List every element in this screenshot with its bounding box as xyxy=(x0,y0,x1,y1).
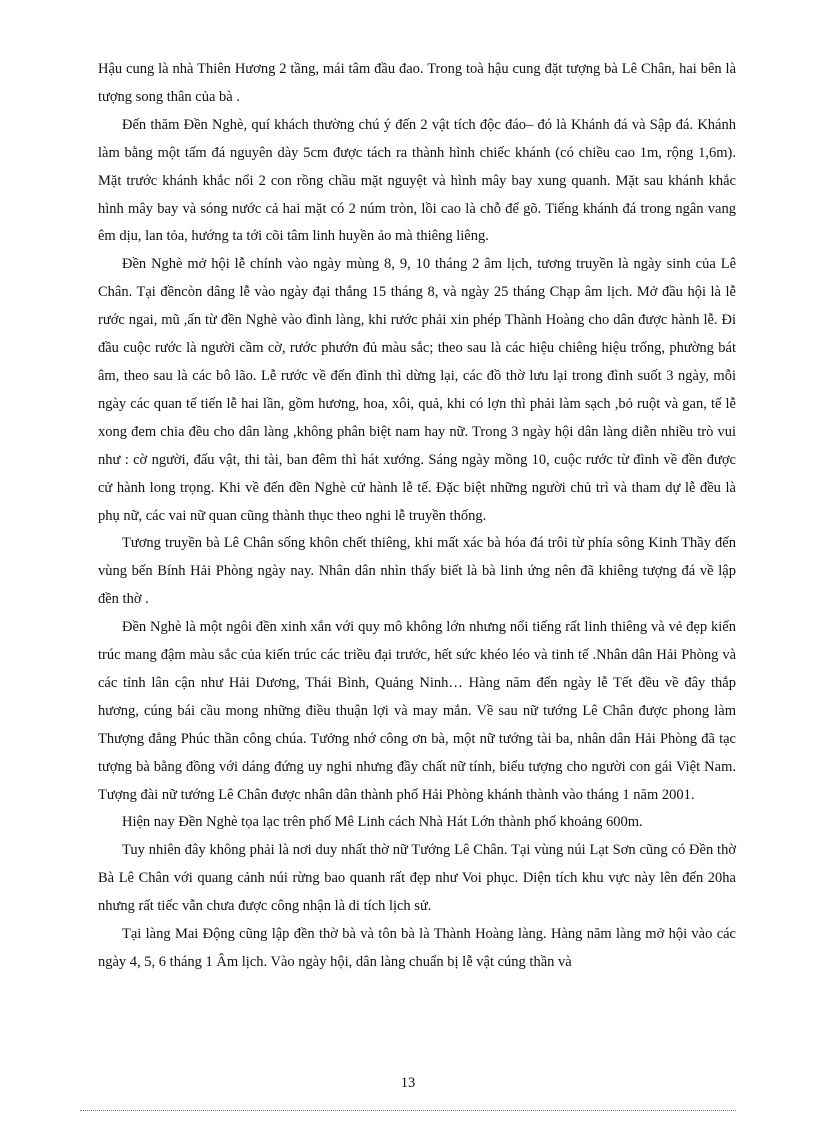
paragraph-lat-son: Tuy nhiên đây không phải là nơi duy nhất thờ nữ Tướng Lê Chân. Tại vùng núi Lạt Sơn cũng có Đền thờ Bà Lê Chân với quang cảnh núi rừng bao quanh rất đẹp như Voi phục. Diện tích khu vực này lên đến 20ha nhưng rất tiếc vẫn chưa được công nhận là di tích lịch sử. xyxy=(98,842,736,915)
paragraph-kien-truc: Đền Nghè là một ngôi đền xinh xắn với quy mô không lớn nhưng nổi tiếng rất linh thiêng và vẻ đẹp kiến trúc mang đậm màu sắc của kiến trúc các triều đại trước, hết sức khéo léo và tinh tế .Nhân dân Hải Phòng và các tỉnh lân cận như Hải Dương, Thái Bình, Quảng Ninh… Hàng năm đến ngày lễ Tết đều về đây thắp hương, cúng bái cầu mong những điều thuận lợi và may mắn. Về sau nữ tướng Lê Chân được phong làm Thượng đẳng Phúc thần công chúa. Tưởng nhớ công ơn bà, một nữ tướng tài ba, nhân dân Hải Phòng đã tạc tượng bà bằng đồng với dáng đứng uy nghi nhưng đầy chất nữ tính, biểu tượng cho người con gái Việt Nam. Tượng đài nữ tướng Lê Chân được nhân dân thành phố Hải Phòng khánh thành vào tháng 1 năm 2001. xyxy=(98,619,736,803)
paragraph-tuong-truyen: Tương truyền bà Lê Chân sống khôn chết thiêng, khi mất xác bà hóa đá trôi từ phía sông Kinh Thầy đến vùng bến Bính Hải Phòng ngày nay. Nhân dân nhìn thấy biết là bà linh ứng nên đã khiêng tượng đá về lập đền thờ . xyxy=(98,535,736,608)
paragraph-mai-dong: Tại làng Mai Động cũng lập đền thờ bà và tôn bà là Thành Hoàng làng. Hàng năm làng mở hội vào các ngày 4, 5, 6 tháng 1 Âm lịch. Vào ngày hội, dân làng chuẩn bị lễ vật cúng thần và xyxy=(98,926,736,970)
paragraph-le-hoi: Đền Nghè mở hội lễ chính vào ngày mùng 8, 9, 10 tháng 2 âm lịch, tương truyền là ngày sinh của Lê Chân. Tại đềncòn dâng lễ vào ngày đại thắng 15 tháng 8, và ngày 25 tháng Chạp âm lịch. Mở đầu hội là lễ rước ngai, mũ ,ấn từ đền Nghè vào đình làng, khi rước phải xin phép Thành Hoàng cho dân được hành lễ. Đi đầu cuộc rước là người cầm cờ, rước phướn đủ màu sắc; theo sau là các hiệu chiêng hiệu trống, phường bát âm, theo sau là các bô lão. Lễ rước về đến đình thì dừng lại, các đồ thờ lưu lại trong đình suốt 3 ngày, mỗi ngày các quan tế tiến lễ hai lần, gồm hương, hoa, xôi, quả, khi có lợn thì phải làm sạch ,bỏ ruột và gan, tế lễ xong đem chia đều cho dân làng ,không phân biệt nam hay nữ. Trong 3 ngày hội dân làng diễn nhiều trò vui như : cờ người, đấu vật, thi tài, ban đêm thì hát xướng. Sáng ngày mồng 10, cuộc rước từ đình về đền được cử hành long trọng. Khi về đến đền Nghè cử hành lễ tế. Đặc biệt những người chủ trì và tham dự lễ đều là phụ nữ, các vai nữ quan cũng thành thục theo nghi lễ truyền thống. xyxy=(98,256,736,524)
paragraph-dia-chi: Hiện nay Đền Nghè tọa lạc trên phố Mê Linh cách Nhà Hát Lớn thành phố khoảng 600m. xyxy=(122,814,643,831)
page-number: 13 xyxy=(400,1075,416,1091)
paragraph-hau-cung: Hậu cung là nhà Thiên Hương 2 tầng, mái tâm đầu đao. Trong toà hậu cung đặt tượng bà Lê Chân, hai bên là tượng song thân của bà . xyxy=(98,61,736,105)
paragraph-khanh-da: Đến thăm Đền Nghè, quí khách thường chú ý đến 2 vật tích độc đáo– đó là Khánh đá và Sập đá. Khánh làm bằng một tấm đá nguyên dày 5cm được tách ra thành hình chiếc khánh (có chiều cao 1m, rộng 1,6m). Mặt trước khánh khắc nổi 2 con rồng chầu mặt nguyệt và hình mây bay xung quanh. Mặt sau khánh khắc hình mây bay và sóng nước cả hai mặt có 2 núm tròn, lồi cao là chỗ để gõ. Tiếng khánh đá trong ngân vang êm dịu, lan tỏa, hướng ta tới cõi tâm linh huyền ảo mà thiêng liêng. xyxy=(98,116,736,245)
footer-divider xyxy=(80,1110,736,1111)
